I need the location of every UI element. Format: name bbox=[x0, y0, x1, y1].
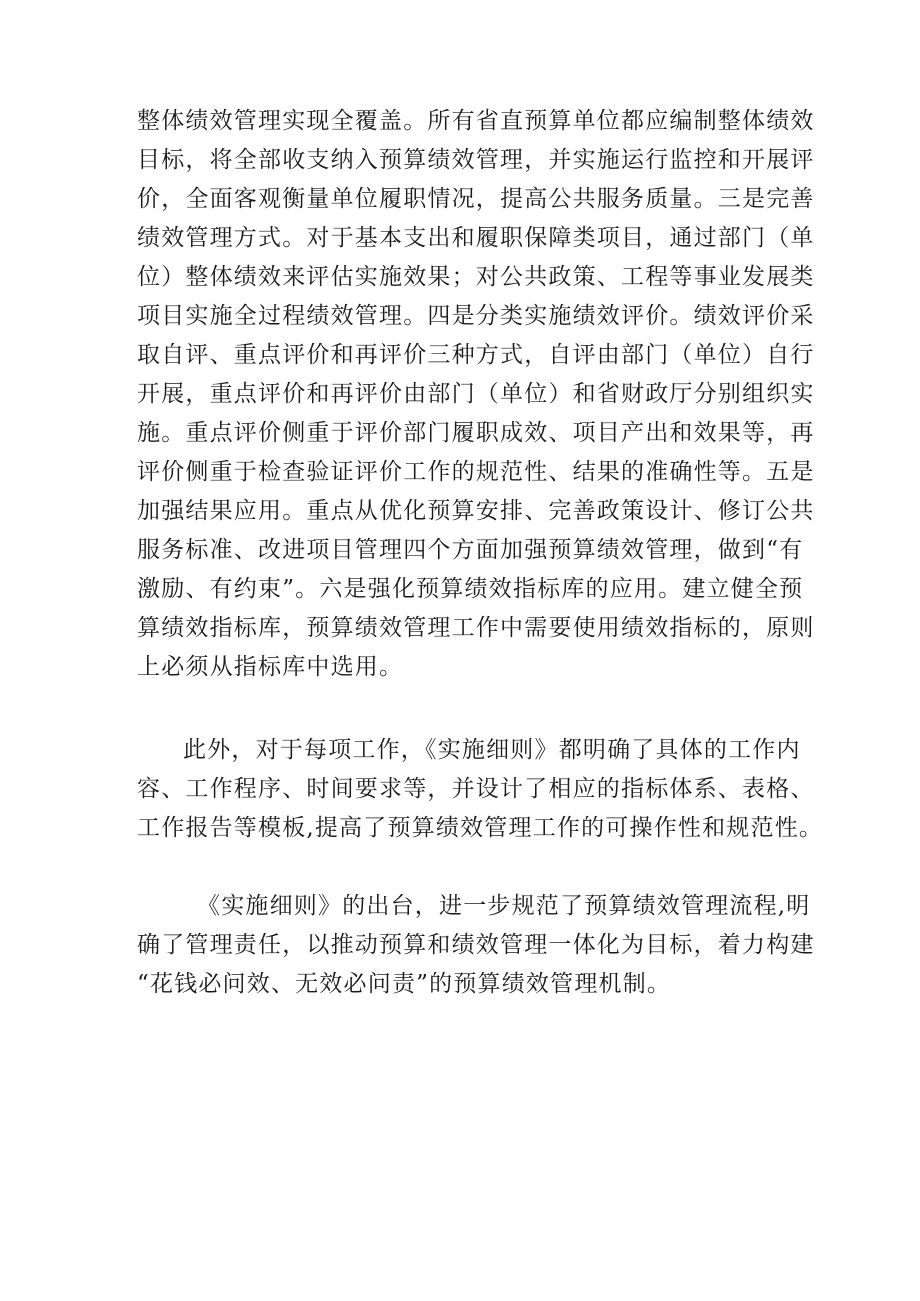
text-line: 工作报告等模板,提高了预算绩效管理工作的可操作性和规范性。 bbox=[137, 815, 824, 841]
text-line: 算绩效指标库，预算绩效管理工作中需要使用绩效指标的，原则 bbox=[137, 615, 815, 641]
paragraph-conclusion bbox=[137, 887, 815, 1004]
text-line: 容、工作程序、时间要求等，并设计了相应的指标体系、表格、 bbox=[137, 776, 815, 802]
text-line: 上必须从指标库中选用。 bbox=[137, 654, 404, 680]
text-line: 加强结果应用。重点从优化预算安排、完善政策设计、修订公共 bbox=[137, 498, 815, 524]
text-line: 绩效管理方式。对于基本支出和履职保障类项目，通过部门（单 bbox=[137, 225, 815, 251]
text-line: 此外，对于每项工作，《实施细则》都明确了具体的工作内 bbox=[183, 737, 801, 763]
text-line: 确了管理责任，以推动预算和绩效管理一体化为目标，着力构建 bbox=[137, 932, 815, 958]
text-line: 目标，将全部收支纳入预算绩效管理，并实施运行监控和开展评 bbox=[137, 147, 815, 173]
text-line: 价，全面客观衡量单位履职情况，提高公共服务质量。三是完善 bbox=[137, 186, 815, 212]
text-line: 服务标准、改进项目管理四个方面加强预算绩效管理，做到“有 bbox=[137, 537, 804, 563]
text-line: 取自评、重点评价和再评价三种方式，自评由部门（单位）自行 bbox=[137, 342, 815, 368]
text-line: 《实施细则》的出台，进一步规范了预算绩效管理流程,明 bbox=[197, 893, 811, 919]
paragraph-implementation-rules bbox=[137, 731, 824, 848]
text-line: 开展，重点评价和再评价由部门（单位）和省财政厅分别组织实 bbox=[137, 381, 815, 407]
text-line: 评价侧重于检查验证评价工作的规范性、结果的准确性等。五是 bbox=[137, 459, 815, 485]
text-line: “花钱必问效、无效必问责”的预算绩效管理机制。 bbox=[137, 971, 672, 997]
text-line: 项目实施全过程绩效管理。四是分类实施绩效评价。绩效评价采 bbox=[137, 303, 815, 329]
text-line: 激励、有约束”。六是强化预算绩效指标库的应用。建立健全预 bbox=[137, 576, 804, 602]
text-line: 施。重点评价侧重于评价部门履职成效、项目产出和效果等，再 bbox=[137, 420, 815, 446]
text-line: 位）整体绩效来评估实施效果；对公共政策、工程等事业发展类 bbox=[137, 264, 815, 290]
text-line: 整体绩效管理实现全覆盖。所有省直预算单位都应编制整体绩效 bbox=[137, 108, 815, 134]
paragraph-performance-measures bbox=[137, 102, 815, 687]
